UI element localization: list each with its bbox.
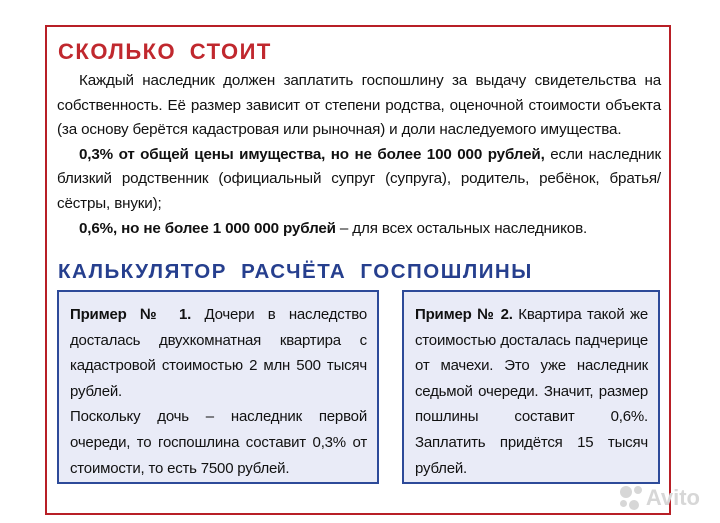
rate-others-text: – для всех остальных наследников.: [335, 219, 588, 237]
avito-watermark: [620, 485, 700, 511]
example-1-paragraph: [70, 302, 367, 404]
example-1-text: Дочери в наследство досталась двухкомнатная квартира с кадастровой стоимостью 2 млн 500 тысяч рублей.: [70, 306, 367, 400]
section-heading-calculator: КАЛЬКУЛЯТОР РАСЧЁТА ГОСПОШЛИНЫ: [58, 260, 533, 283]
rate-others-bold: 0,6%, но не более 1 000 000 рублей: [79, 219, 336, 237]
rate-close-text: если наследник близкий родственник (официальный супруг (супруга), родитель, ребёнок, братья/сёстры, внуки);: [57, 145, 661, 212]
example-1-result: Поскольку дочь – наследник первой очереди, то госпошлина составит 0,3% от стоимости, то есть 7500 рублей.: [70, 408, 367, 477]
rate-close-bold: 0,3% от общей цены имущества, но не более 100 000 рублей,: [79, 145, 545, 163]
rate-paragraph-close-relatives: [57, 143, 661, 217]
avito-watermark-text: Avito: [645, 485, 700, 510]
rate-paragraph-others: [57, 217, 661, 242]
section-heading-cost: СКОЛЬКО СТОИТ: [58, 39, 272, 64]
intro-sentence: Каждый наследник должен заплатить госпошлину за выдачу свидетельства на собственность. Её размер зависит от степени родства, оценочной стоимости объекта (за основу берётся кадастровая или рыночная) и доли наследуемого имущества.: [57, 72, 661, 139]
example-1-title: Пример № 1.: [70, 306, 192, 323]
intro-text: [57, 69, 661, 241]
avito-logo-icon: [620, 486, 642, 510]
example-1-box: [57, 290, 379, 484]
example-2-title: Пример № 2.: [415, 306, 513, 323]
example-2-box: [402, 290, 660, 484]
example-2-text: Квартира такой же стоимостью досталась падчерице от мачехи. Это уже наследник седьмой очереди. Значит, размер пошлины составит 0,6%. Заплатить придётся 15 тысяч рублей.: [415, 306, 648, 477]
article-frame: [45, 25, 671, 515]
example-2-paragraph: [415, 302, 648, 481]
intro-paragraph: [57, 69, 661, 143]
